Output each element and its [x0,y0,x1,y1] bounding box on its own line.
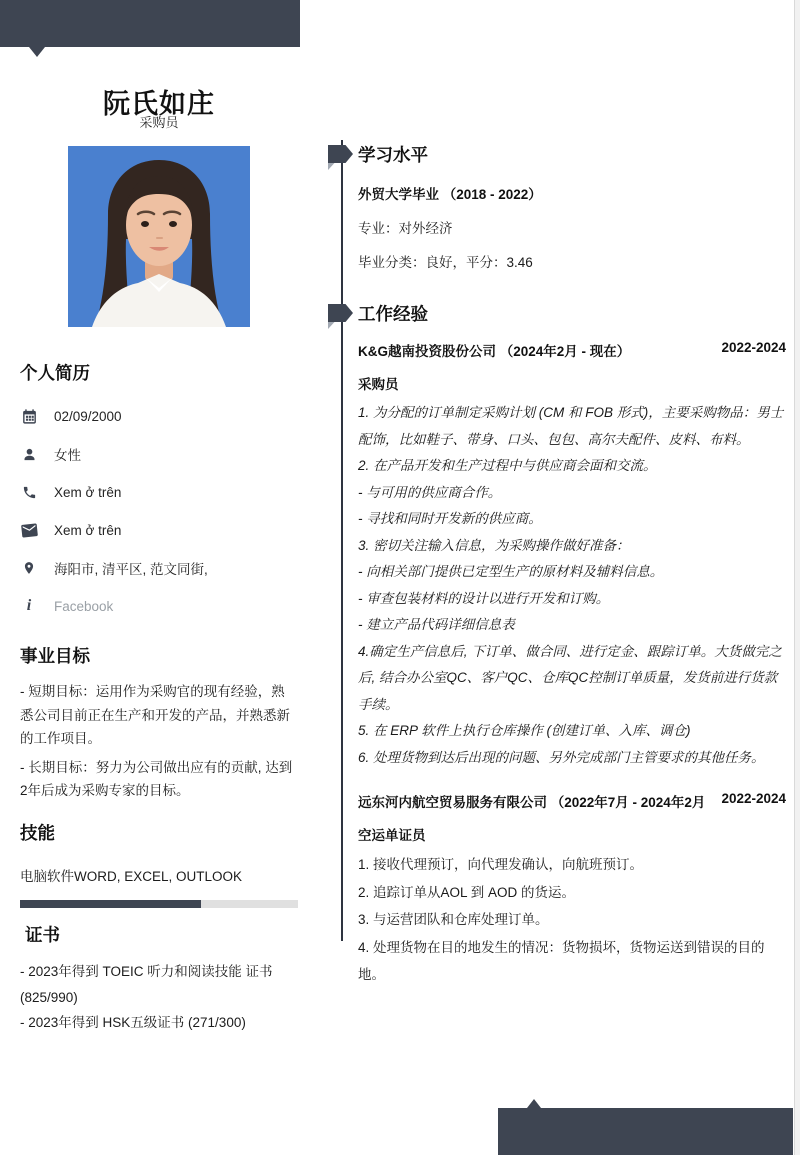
section-heading-profile: 个人简历 [20,363,90,383]
top-banner-decoration [0,0,300,47]
phone-icon [20,485,38,500]
job-duty: 2. 在产品开发和生产过程中与供应商会面和交流。 [358,458,657,473]
objective-short-term: - 短期目标：运用作为采购官的现有经验，熟悉公司目前正在生产和开发的产品，并熟悉新的工作项目。 [20,684,290,746]
job-duty: 1. 为分配的订单制定采购计划 (CM 和 FOB 形式)，主要采购物品：男士配饰，比如鞋子、带身、口头、包包、高尔夫配件、皮料、布料。 [358,405,784,447]
job-duties [358,851,786,989]
education-section [358,144,786,271]
section-heading-certificates: 证书 [25,925,60,945]
job-duty: 2. 追踪订单从AOL 到 AOD 的货运。 [358,884,576,900]
profile-item-text: 女性 [54,448,81,463]
job-duty: 3. 与运营团队和仓库处理订单。 [358,912,549,927]
job-duties [358,400,786,771]
pin-icon [20,560,38,576]
experience-section [358,303,786,989]
profile-item-phone [20,473,298,511]
job-duty: 4. 处理货物在目的地发生的情况：货物损坏，货物运送到错误的目的地。 [358,939,765,982]
job-duty: - 建立产品代码详细信息表 [358,617,515,632]
certificate-item: - 2023年得到 TOEIC 听力和阅读技能 证书 (825/990) [20,964,273,1005]
timeline-line [341,140,343,941]
job-duty: 4.确定生产信息后, 下订单、做合同、进行定金、跟踪订单。大货做完之后, 结合办公室QC、客户QC、仓库QC控制订单质量，发货前进行货款手续。 [358,643,782,712]
job-duty: 3. 密切关注输入信息，为采购操作做好准备： [358,537,630,553]
section-heading-experience: 工作经验 [358,304,428,324]
education-grade: 毕业分类：良好，平分：3.46 [358,255,533,270]
candidate-title: 采购员 [139,115,179,130]
section-heading-skills: 技能 [20,823,55,843]
arrow-marker-icon [328,145,353,165]
envelope-icon [20,523,38,538]
objective-section [20,645,298,808]
certificate-item: - 2023年得到 HSK五级证书 (271/300) [20,1015,246,1030]
skill-progress-track [20,900,298,908]
job-duty: - 向相关部门提供已定型生产的原材料及辅料信息。 [358,564,664,579]
job-duty: 1. 接收代理预订，向代理发确认，向航班预订。 [358,857,644,872]
certificates-section [20,924,298,1036]
job-duty: - 审查包装材料的设计以进行开发和订购。 [358,590,610,606]
skill-progress-fill [20,900,201,908]
skill-label: 电脑软件WORD, EXCEL, OUTLOOK [20,869,243,884]
profile-item-text: 海阳市, 清平区, 范文同街, [54,562,208,577]
calendar-icon [20,408,38,425]
objective-long-term: - 长期目标：努力为公司做出应有的贡献, 达到2年后成为采购专家的目标。 [20,759,293,798]
job-role: 采购员 [358,377,399,392]
profile-item-address [20,549,298,587]
candidate-name: 阮氏如庄 [103,89,215,120]
profile-item-text: Facebook [54,598,114,614]
section-heading-education: 学习水平 [358,145,428,165]
profile-section [20,362,298,625]
education-major: 专业：对外经济 [358,221,453,236]
job-period: 2022-2024 [721,340,786,355]
job-duty: 5. 在 ERP 软件上执行仓库操作 (创建订单、入库、调仓) [358,723,691,738]
skills-section [20,822,298,908]
job-duty: - 寻找和同时开发新的供应商。 [358,511,542,526]
arrow-marker-icon [328,304,353,324]
profile-item-text: Xem ở trên [54,522,122,538]
info-icon: i [26,597,32,614]
section-heading-objective: 事业目标 [20,646,90,666]
education-school: 外贸大学毕业 （2018 - 2022） [358,187,542,202]
profile-item-text: 02/09/2000 [54,408,122,424]
job-role: 空运单证员 [358,828,426,843]
person-icon [20,447,38,462]
profile-item-gender [20,435,298,473]
job-period: 2022-2024 [721,791,786,806]
bottom-banner-decoration [498,1108,793,1155]
job-duty: - 与可用的供应商合作。 [358,484,502,500]
job-company: K&G越南投资股份公司 （2024年2月 - 现在） [358,344,631,359]
job-entry [358,340,786,771]
profile-item-facebook [20,587,298,625]
job-company: 远东河内航空贸易服务有限公司 （2022年7月 - 2024年2月 [358,795,706,810]
page-edge [794,0,800,1155]
job-entry [358,791,786,989]
job-duty: 6. 处理货物到达后出现的问题、另外完成部门主管要求的其他任务。 [358,749,765,765]
profile-photo [68,146,250,327]
profile-item-text: Xem ở trên [54,484,122,500]
profile-item-email [20,511,298,549]
profile-item-birthday [20,397,298,435]
